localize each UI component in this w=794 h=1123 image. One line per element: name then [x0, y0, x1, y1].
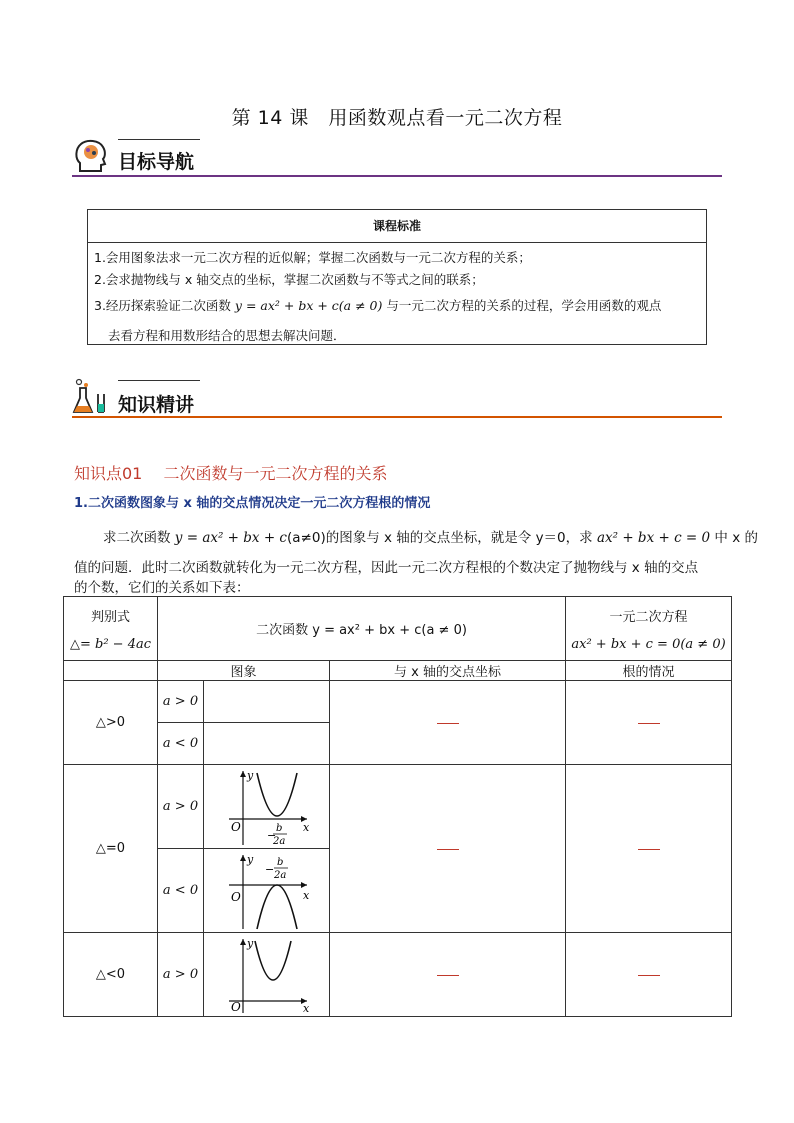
standard-line-3: [94, 296, 661, 314]
standard-line-4: 去看方程和用数形结合的思想去解决问题．: [108, 328, 346, 343]
axis-y-label: y: [246, 768, 253, 782]
para-text-c: 中 x 的: [710, 530, 758, 546]
section-deco-line: [118, 139, 200, 140]
section-title-knowledge: 知识精讲: [118, 394, 195, 416]
standard-formula: y = ax² + bx + c(a ≠ 0): [234, 298, 383, 313]
section-title-goals: 目标导航: [118, 151, 195, 173]
cond-a-positive: a > 0: [158, 681, 204, 723]
paragraph-line-2: 值的问题．此时二次函数就转化为一元二次方程，因此一元二次方程根的个数决定了抛物线与 x 轴的交点: [74, 560, 699, 576]
origin-label: O: [230, 889, 241, 904]
cond-a-negative: a < 0: [158, 723, 204, 765]
graph-parabola-down-tangent: [204, 849, 330, 933]
para-text-a: 求二次函数: [103, 530, 175, 546]
header-discriminant: [64, 597, 158, 661]
row-delta-negative: △<0: [64, 933, 158, 1017]
page-title: 第 14 课 用函数观点看一元二次方程: [231, 107, 563, 129]
answer-blank: [638, 722, 660, 724]
blank-roots: [566, 681, 732, 765]
graph-cell-empty: [204, 681, 330, 723]
standard-line-2: 2.会求抛物线与 x 轴交点的坐标，掌握二次函数与不等式之间的联系；: [94, 272, 484, 287]
standard-line-3-text: 3.经历探索验证二次函数: [94, 298, 235, 313]
paragraph-line-1: [103, 526, 758, 546]
graph-cell-empty: [204, 723, 330, 765]
standard-line-1: 1.会用图象法求一元二次方程的近似解；掌握二次函数与一元二次方程的关系；: [94, 250, 531, 265]
vertex-minus: −: [264, 862, 274, 876]
vertex-denominator: 2a: [272, 835, 285, 847]
axis-x-label: x: [302, 820, 309, 834]
brain-head-icon: [72, 137, 110, 175]
knowledge-point-title: 知识点01 二次函数与一元二次方程的关系: [74, 464, 388, 483]
answer-blank: [638, 974, 660, 976]
standard-line-3-tail: 与一元二次方程的关系的过程，学会用函数的观点: [382, 298, 662, 313]
cond-a-positive: a > 0: [158, 933, 204, 1017]
col-roots: 根的情况: [566, 661, 732, 681]
cond-a-positive: a > 0: [158, 765, 204, 849]
header-function: 二次函数 y = ax² + bx + c(a ≠ 0): [158, 597, 566, 661]
vertex-denominator: 2a: [273, 869, 286, 881]
answer-blank: [437, 722, 459, 724]
origin-label: O: [230, 819, 241, 834]
relation-table: [63, 596, 732, 1017]
paragraph-line-3: 的个数，它们的关系如下表：: [74, 580, 250, 596]
section-divider-2: [72, 416, 722, 418]
section-deco-line-2: [118, 380, 200, 381]
standards-header: 课程标准: [88, 210, 706, 243]
blank-intersection: [330, 681, 566, 765]
axis-y-label: y: [246, 936, 253, 950]
answer-blank: [638, 848, 660, 850]
vertex-minus: −: [266, 828, 276, 842]
blank-roots: [566, 933, 732, 1017]
row-delta-positive: △>0: [64, 681, 158, 765]
vertex-numerator: b: [275, 822, 282, 834]
row-delta-zero: △=0: [64, 765, 158, 933]
graph-parabola-up-above: [204, 933, 330, 1017]
header-equation: [566, 597, 732, 661]
section-divider: [72, 175, 722, 177]
blank-intersection: [330, 933, 566, 1017]
axis-x-label: x: [302, 1001, 309, 1015]
origin-label: O: [230, 999, 241, 1014]
para-formula-2: ax² + bx + c = 0: [596, 530, 711, 546]
col-intersection: 与 x 轴的交点坐标: [330, 661, 566, 681]
empty-cell: [64, 661, 158, 681]
cond-a-negative: a < 0: [158, 849, 204, 933]
discriminant-formula: △= b² − 4ac: [69, 636, 151, 652]
flask-icon: [72, 378, 110, 416]
equation-formula: ax² + bx + c = 0(a ≠ 0): [571, 636, 726, 652]
vertex-numerator: b: [276, 856, 283, 868]
axis-y-label: y: [246, 852, 253, 866]
answer-blank: [437, 848, 459, 850]
axis-x-label: x: [302, 888, 309, 902]
col-graph: 图象: [158, 661, 330, 681]
course-standards-box: [87, 209, 707, 345]
discriminant-label: 判别式: [90, 609, 130, 625]
para-text-b: (a≠0)的图象与 x 轴的交点坐标，就是令 y＝0，求: [287, 530, 597, 546]
knowledge-point-subtitle: 1.二次函数图象与 x 轴的交点情况决定一元二次方程根的情况: [74, 496, 431, 511]
graph-parabola-up-tangent: [204, 765, 330, 849]
blank-intersection: [330, 765, 566, 933]
answer-blank: [437, 974, 459, 976]
para-formula-1: y = ax² + bx + c: [174, 530, 287, 546]
equation-label: 一元二次方程: [609, 609, 688, 625]
blank-roots: [566, 765, 732, 933]
